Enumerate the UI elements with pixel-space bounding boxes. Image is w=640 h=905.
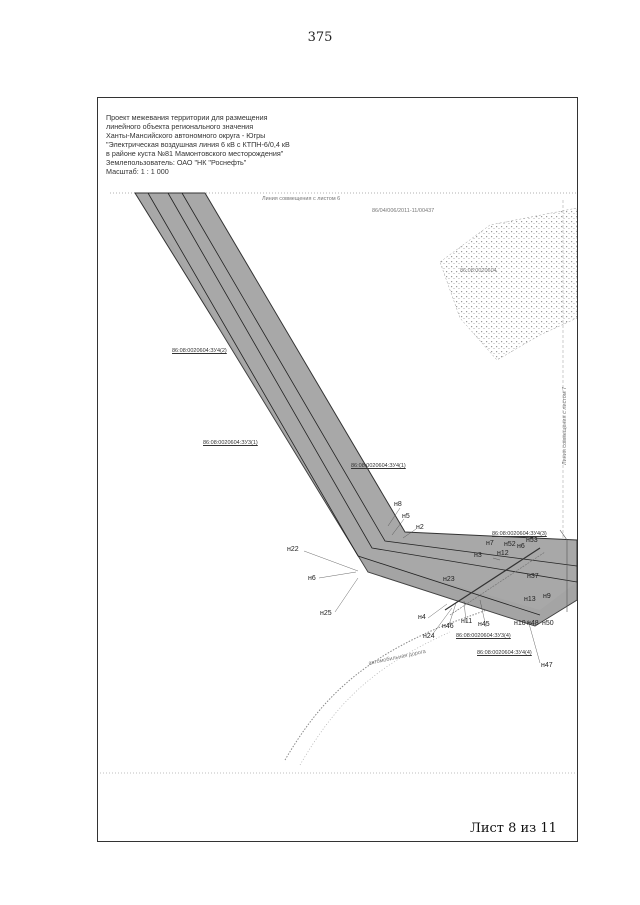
hatched-parcel (440, 208, 577, 360)
title-line: "Электрическая воздушная линия 6 кВ с КТПН-6/0,4 кВ (106, 140, 290, 149)
title-line: Масштаб: 1 : 1 000 (106, 167, 169, 176)
road-edge (300, 632, 450, 765)
road-label: автомобильная дорога (368, 648, 427, 667)
point-label: н2 (416, 524, 424, 531)
page-number: 375 (307, 30, 333, 45)
point-label: н22 (287, 546, 299, 553)
title-line: Проект межевания территории для размещения (106, 113, 268, 122)
point-label: н10 (514, 620, 526, 627)
point-label: н47 (541, 662, 553, 669)
point-label: н45 (478, 621, 490, 628)
point-label: н13 (524, 596, 536, 603)
point-label: н8 (394, 501, 402, 508)
point-label: н23 (443, 576, 455, 583)
point-label: н6 (517, 543, 525, 550)
cadastral-label-zu4-4: 86:08:0020604:ЗУ4(4) (477, 650, 532, 656)
title-line: Землепользователь: ОАО "НК "Роснефть" (106, 158, 247, 167)
match-line-right-label: Линия совмещения с листом 7 (562, 386, 568, 465)
cadastral-label-zu4-2: 86:08:0020604:ЗУ4(2) (172, 348, 227, 354)
cadastral-label-zu3-4: 86:08:0020604:ЗУ3(4) (456, 633, 511, 639)
point-label: н11 (461, 618, 473, 625)
hatched-parcel-label: 86:08:0020604 (460, 268, 497, 274)
point-label: н25 (320, 610, 332, 617)
title-block (106, 113, 366, 176)
cadastral-record-label: 86/04/006/2011-11/00437 (372, 208, 435, 214)
point-label: н6 (308, 575, 316, 582)
point-label: н46 (442, 623, 454, 630)
point-label: н52 (504, 541, 516, 548)
point-label: н53 (526, 537, 538, 544)
point-label: н50 (542, 620, 554, 627)
point-label: н3 (474, 552, 482, 559)
point-label: н5 (402, 513, 410, 520)
point-label: н37 (527, 573, 539, 580)
title-line: Ханты-Мансийского автономного округа - Югры (106, 131, 266, 140)
point-label: н48 (527, 620, 539, 627)
cadastral-label-zu4-1: 86:08:0020604:ЗУ4(1) (351, 463, 406, 469)
point-label: н12 (497, 550, 509, 557)
point-label: н7 (486, 540, 494, 547)
point-label: н24 (423, 633, 435, 640)
point-label: н4 (418, 614, 426, 621)
match-line-top-label: Линия совмещения с листом 6 (262, 196, 341, 202)
title-line: в районе куста №81 Мамонтовского месторождения" (106, 149, 284, 158)
title-line: линейного объекта регионального значения (106, 122, 254, 131)
sheet-number-label: Лист 8 из 11 (470, 821, 557, 836)
point-label: н9 (543, 593, 551, 600)
cadastral-label-zu4-3: 86:08:0020604:ЗУ4(3) (492, 531, 547, 537)
cadastral-label-zu3-1: 86:08:0020604:ЗУ3(1) (203, 440, 258, 446)
